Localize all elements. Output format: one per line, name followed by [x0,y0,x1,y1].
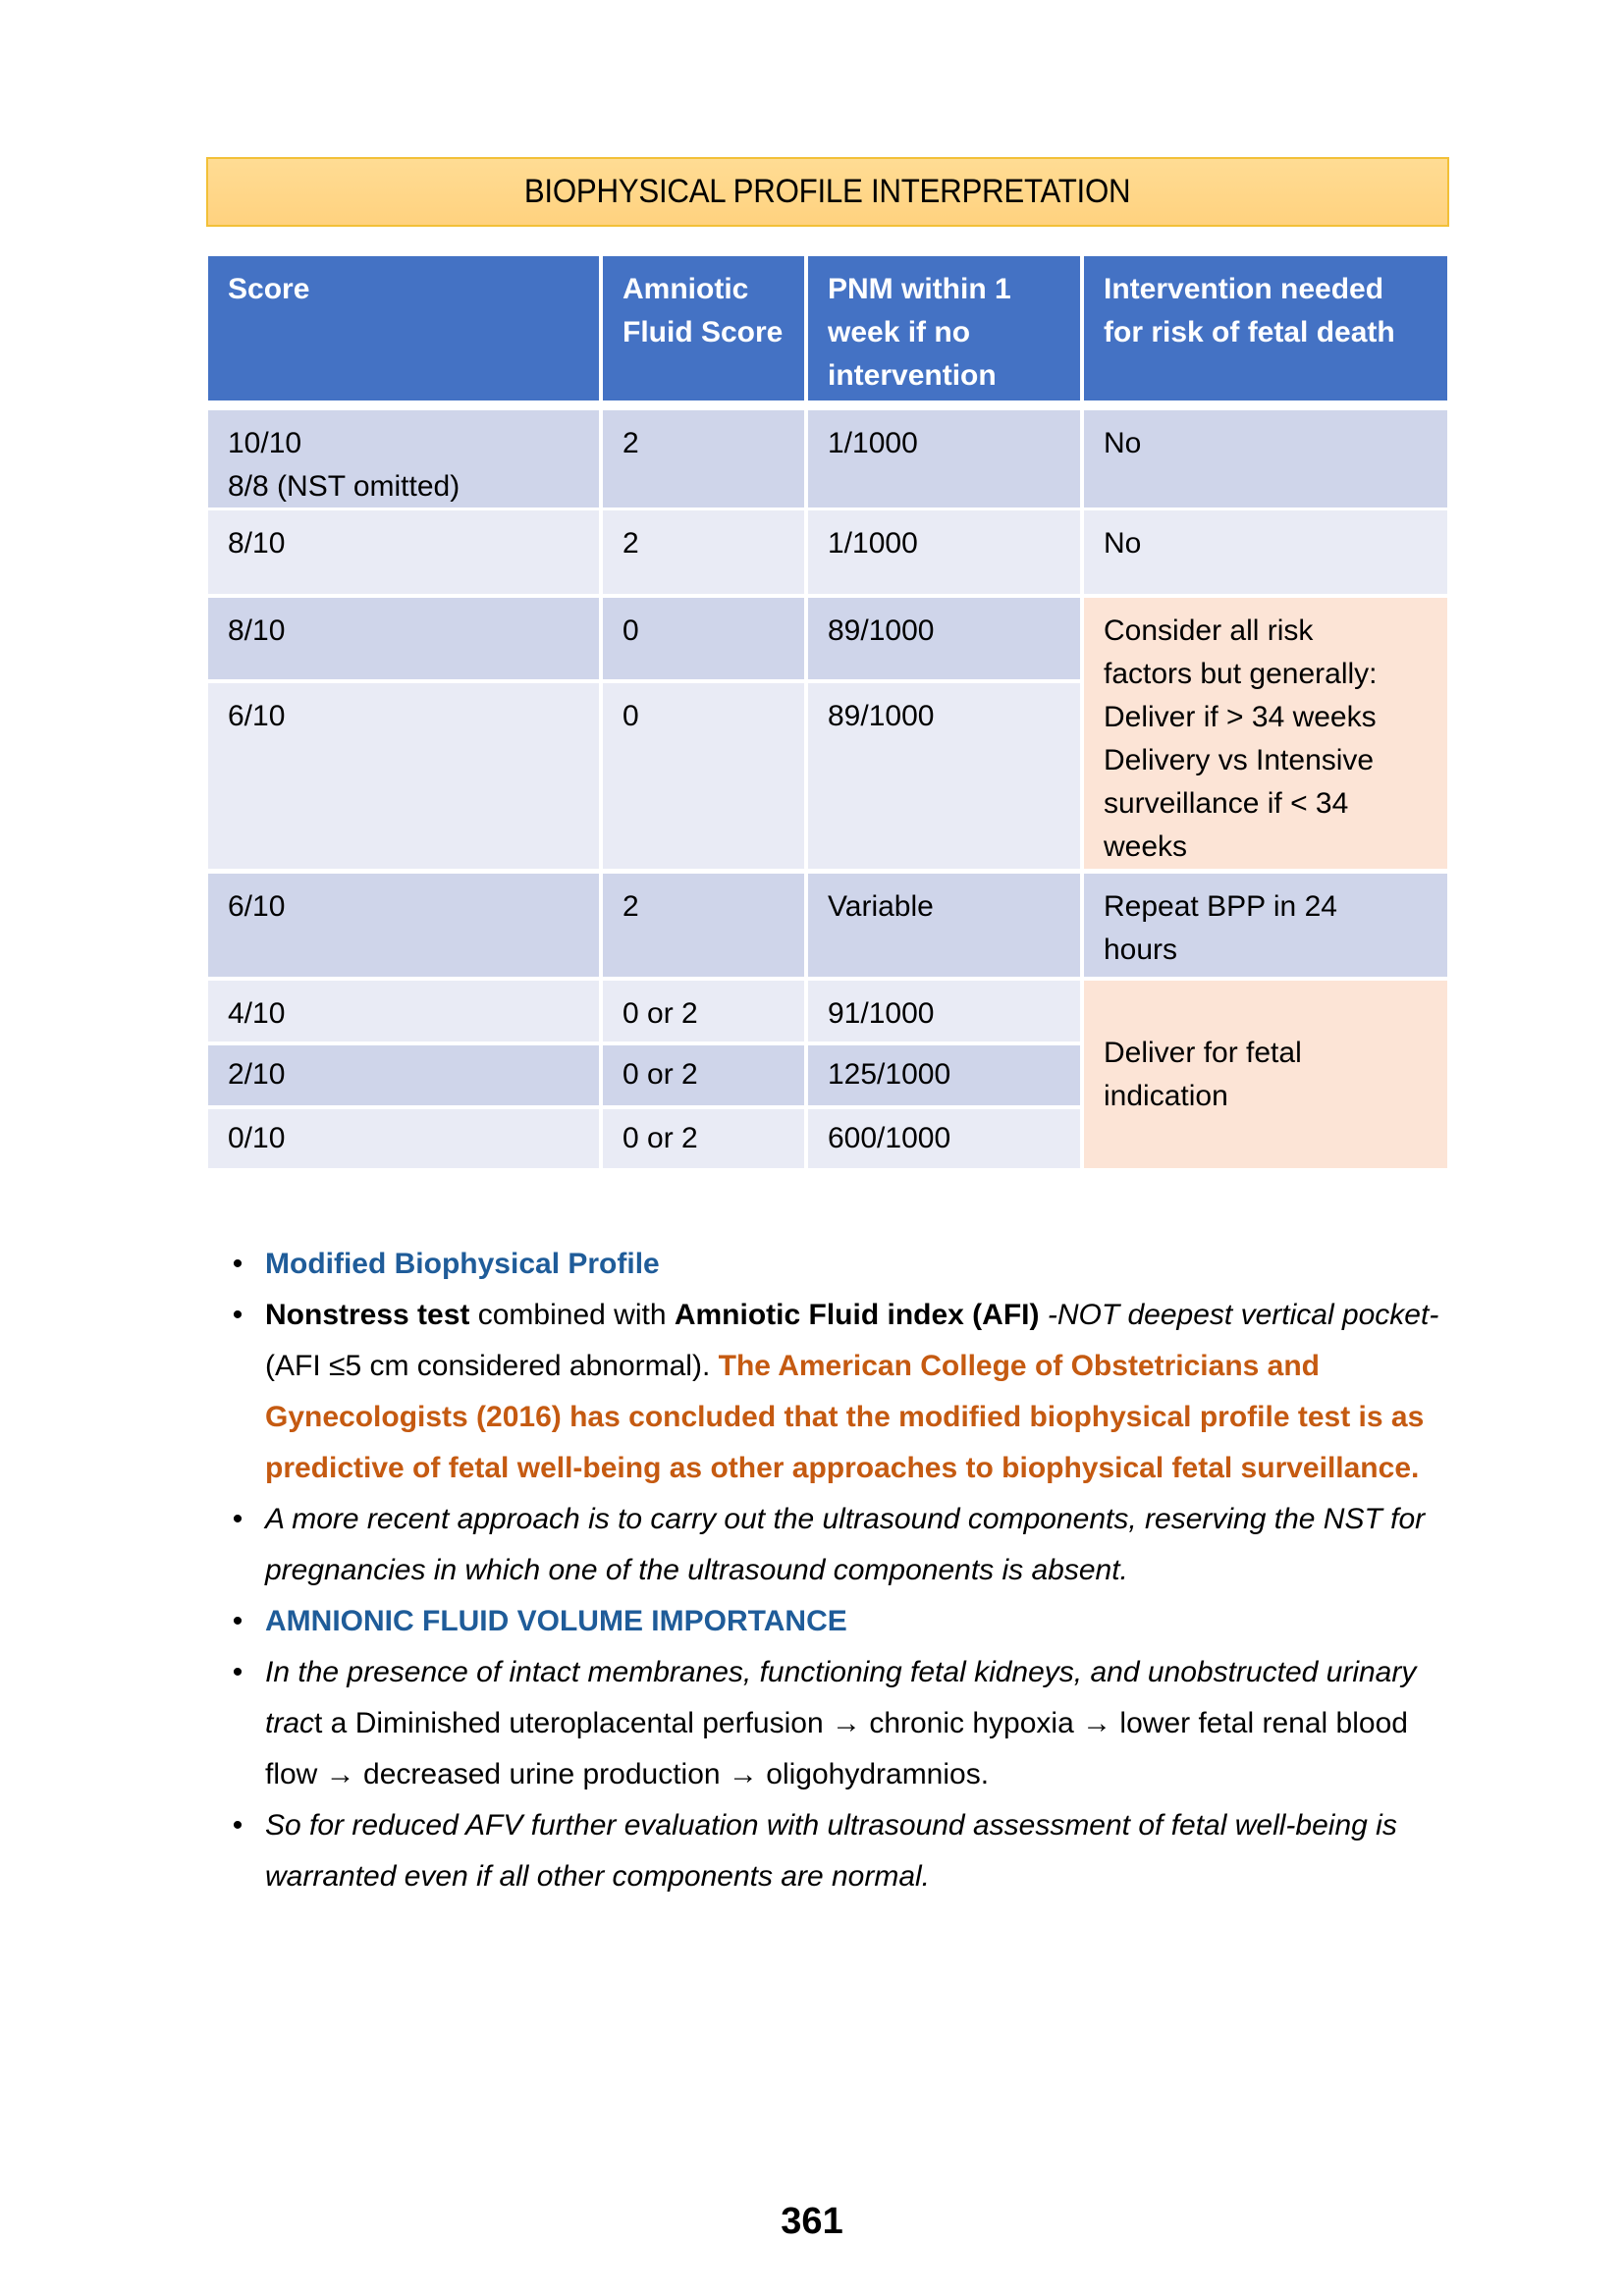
table-row-2-pnm [808,510,1080,594]
cell-text: 2 [623,527,639,560]
table-row-2-score [208,510,599,594]
bullet-icon: • [232,1605,244,1637]
cell-text: Consider all risk [1104,614,1314,647]
table-row-4-afs [603,683,804,869]
table-row-6-score [208,981,599,1041]
header-text: PNM within 1 [828,273,1011,305]
table-row-4-score [208,683,599,869]
cell-text: 4/10 [228,997,286,1030]
table-row-8-score [208,1109,599,1168]
table-row-5-afs [603,874,804,977]
header-intervention [1084,256,1447,400]
cell-text: 2/10 [228,1058,286,1091]
header-score [208,256,599,400]
header-text: Intervention needed [1104,273,1384,305]
cell-text: 2 [623,427,639,459]
table-row-1-score [208,410,599,507]
table-row-2-afs [603,510,804,594]
list-item-afv-importance [228,1596,1445,1647]
list-item-modified-bpp [228,1239,1445,1290]
header-text: Score [228,273,310,305]
bullet-icon: • [232,1503,244,1535]
cell-text: surveillance if < 34 [1104,787,1349,820]
header-text: Amniotic [623,273,749,305]
header-amniotic-fluid-score [603,256,804,400]
cell-text: No [1104,427,1142,459]
table-row-1-pnm [808,410,1080,507]
cell-text: factors but generally: [1104,658,1378,690]
cell-text: hours [1104,934,1178,966]
table-title-banner [206,157,1449,227]
table-row-4-pnm [808,683,1080,869]
header-text: intervention [828,359,997,392]
table-title: BIOPHYSICAL PROFILE INTERPRETATION [524,173,1131,210]
table-row-5-intervention [1084,874,1447,977]
cell-text: 8/10 [228,527,286,560]
cell-text: 0 or 2 [623,1122,698,1154]
list-item-recent-approach [228,1494,1445,1596]
section-heading: AMNIONIC FLUID VOLUME IMPORTANCE [265,1605,847,1637]
table-row-7-afs [603,1045,804,1105]
cell-text: 600/1000 [828,1122,951,1154]
header-text: for risk of fetal death [1104,316,1395,348]
cell-text: 6/10 [228,700,286,732]
cell-text: 8/8 (NST omitted) [228,470,460,503]
table-row-5-pnm [808,874,1080,977]
cell-text: 6/10 [228,890,286,923]
cell-text: 125/1000 [828,1058,951,1091]
cell-text: 0 or 2 [623,1058,698,1091]
table-row-6-afs [603,981,804,1041]
merged-intervention-rows-6-8 [1084,981,1447,1168]
bullet-icon: • [232,1248,244,1280]
cell-text: 0 [623,614,639,647]
text: t a Diminished uteroplacental perfusion → chronic hypoxia → lower fetal renal blood flow → decreased urine production → oligohydramnios. [265,1707,1408,1790]
table-row-8-afs [603,1109,804,1168]
list-item-nst-afi [228,1290,1445,1494]
text-italic: -NOT deepest vertical pocket- [1039,1299,1439,1331]
notes-list [228,1239,1445,1902]
table-row-3-score [208,598,599,679]
cell-text: Deliver if > 34 weeks [1104,701,1377,733]
table-row-3-afs [603,598,804,679]
acog-statement: The American College of Obstetricians and Gynecologists (2016) has concluded that the modified biophysical profile test is as predictive of fetal well-being as other approaches to biophysical fetal surveillance. [265,1350,1425,1484]
cell-text: 8/10 [228,614,286,647]
header-pnm [808,256,1080,400]
bullet-icon: • [232,1299,244,1331]
table-row-6-pnm [808,981,1080,1041]
term-afi: Amniotic Fluid index (AFI) [674,1299,1040,1331]
cell-text: 0 [623,700,639,732]
merged-intervention-rows-3-4 [1084,598,1447,869]
table-row-8-pnm [808,1109,1080,1168]
header-text: Fluid Score [623,316,784,348]
table-row-7-pnm [808,1045,1080,1105]
cell-text: 1/1000 [828,527,918,560]
cell-text: indication [1104,1079,1228,1112]
cell-text: Deliver for fetal [1104,1036,1302,1069]
table-row-7-score [208,1045,599,1105]
table-row-1-afs [603,410,804,507]
text-italic: A more recent approach is to carry out the ultrasound components, reserving the NST for pregnancies in which one of the ultrasound components is absent. [265,1503,1426,1586]
list-item-pathophysiology [228,1647,1445,1800]
cell-text: 91/1000 [828,997,935,1030]
cell-text: Delivery vs Intensive [1104,744,1375,776]
cell-text: Variable [828,890,934,923]
header-text: week if no [828,316,971,348]
page-number: 361 [781,2201,843,2242]
cell-text: No [1104,527,1142,560]
section-heading: Modified Biophysical Profile [265,1248,660,1280]
cell-text: 89/1000 [828,700,935,732]
table-row-3-pnm [808,598,1080,679]
bullet-icon: • [232,1656,244,1688]
text-italic: So for reduced AFV further evaluation with ultrasound assessment of fetal well-being is warranted even if all other components are normal. [265,1809,1397,1893]
cell-text: 0 or 2 [623,997,698,1030]
table-row-1-intervention [1084,410,1447,507]
table-row-5-score [208,874,599,977]
cell-text: 89/1000 [828,614,935,647]
text: combined with [469,1299,675,1331]
cell-text: 10/10 [228,427,302,459]
cell-text: weeks [1104,830,1188,863]
term-nst: Nonstress test [265,1299,470,1331]
text-italic: In the presence of intact membranes, functioning fetal kidneys, and unobstructed urinary trac [265,1656,1417,1739]
table-row-2-intervention [1084,510,1447,594]
text: (AFI ≤5 cm considered abnormal). [265,1350,719,1382]
cell-text: Repeat BPP in 24 [1104,890,1337,923]
cell-text: 1/1000 [828,427,918,459]
cell-text: 2 [623,890,639,923]
cell-text: 0/10 [228,1122,286,1154]
bullet-icon: • [232,1809,244,1842]
list-item-reduced-afv [228,1800,1445,1902]
